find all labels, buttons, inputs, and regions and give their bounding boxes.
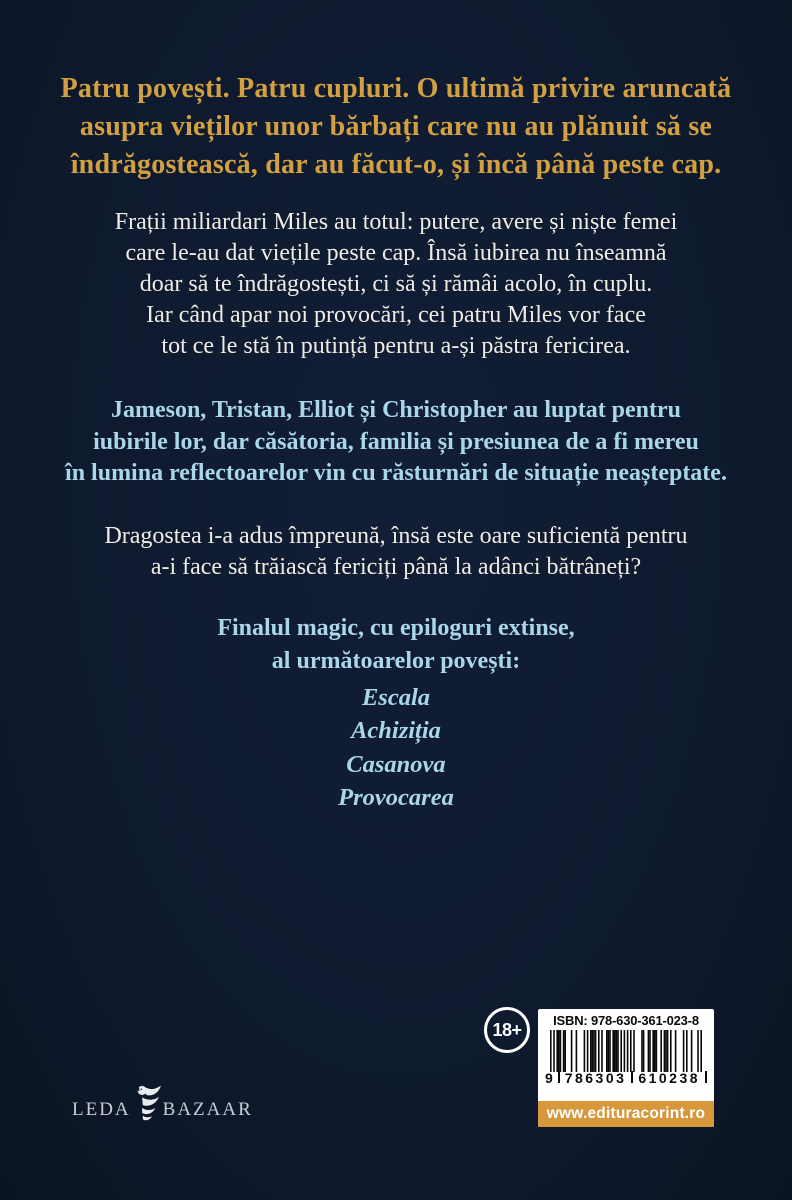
synopsis-block — [0, 207, 792, 362]
isbn-label: ISBN: 978-630-361-023-8 — [553, 1013, 699, 1028]
synopsis-line: doar să te îndrăgostești, ci să și rămâi acolo, în cuplu. — [139, 271, 653, 297]
characters-line: Jameson, Tristan, Elliot și Christopher au luptat pentru — [110, 397, 682, 423]
isbn-barcode — [538, 1009, 714, 1127]
book-title: Casanova — [346, 750, 446, 778]
synopsis-line: care le-au dat viețile peste cap. Însă iubirea nu înseamnă — [125, 240, 667, 266]
synopsis-line: tot ce le stă în putință pentru a-și păstra fericirea. — [161, 333, 631, 359]
publisher-name-left: LEDA — [72, 1099, 131, 1120]
barcode-guard — [631, 1071, 633, 1083]
tagline-line: asupra vieților unor bărbați care nu au plănuit să se — [79, 111, 713, 142]
age-rating-badge — [484, 1007, 530, 1053]
tagline-line: Patru povești. Patru cupluri. O ultimă privire aruncată — [60, 73, 732, 104]
barcode-digits — [545, 1071, 707, 1086]
tagline-block — [0, 0, 792, 184]
tagline-line: îndrăgostească, dar au făcut-o, și încă până peste cap. — [70, 149, 722, 180]
epilogue-intro-line: al următoarelor povești: — [271, 647, 521, 674]
publisher-logo — [72, 1096, 253, 1124]
publisher-website: www.edituracorint.ro — [538, 1101, 714, 1127]
barcode-group: 610238 — [638, 1070, 701, 1086]
epilogue-intro-line: Finalul magic, cu epiloguri extinse, — [217, 614, 575, 641]
characters-block — [0, 395, 792, 490]
publisher-name-right: BAZAAR — [162, 1099, 253, 1120]
book-title: Achiziția — [351, 717, 441, 744]
age-rating-text: 18+ — [492, 1019, 522, 1040]
book-titles-block — [0, 681, 792, 815]
book-title: Escala — [361, 683, 431, 711]
barcode-bars-icon — [550, 1030, 702, 1072]
barcode-guard — [558, 1071, 560, 1083]
swan-icon — [133, 1082, 161, 1124]
barcode-guard — [705, 1071, 707, 1083]
barcode-first-digit: 9 — [545, 1070, 553, 1086]
book-title: Provocarea — [338, 784, 454, 811]
characters-line: iubirile lor, dar căsătoria, familia și presiunea de a fi mereu — [93, 428, 699, 455]
barcode-group: 786303 — [564, 1070, 627, 1086]
characters-line: în lumina reflectoarelor vin cu răsturnări de situație neașteptate. — [65, 460, 727, 486]
synopsis-line: Iar când apar noi provocări, cei patru Miles vor face — [146, 302, 646, 328]
question-block — [0, 521, 792, 583]
question-line: a-i face să trăiască fericiți până la adânci bătrâneți? — [150, 553, 642, 580]
epilogue-intro-block — [0, 612, 792, 678]
question-line: Dragostea i-a adus împreună, însă este oare suficientă pentru — [104, 522, 688, 549]
synopsis-line: Frații miliardari Miles au totul: putere, avere și niște femei — [114, 209, 678, 235]
